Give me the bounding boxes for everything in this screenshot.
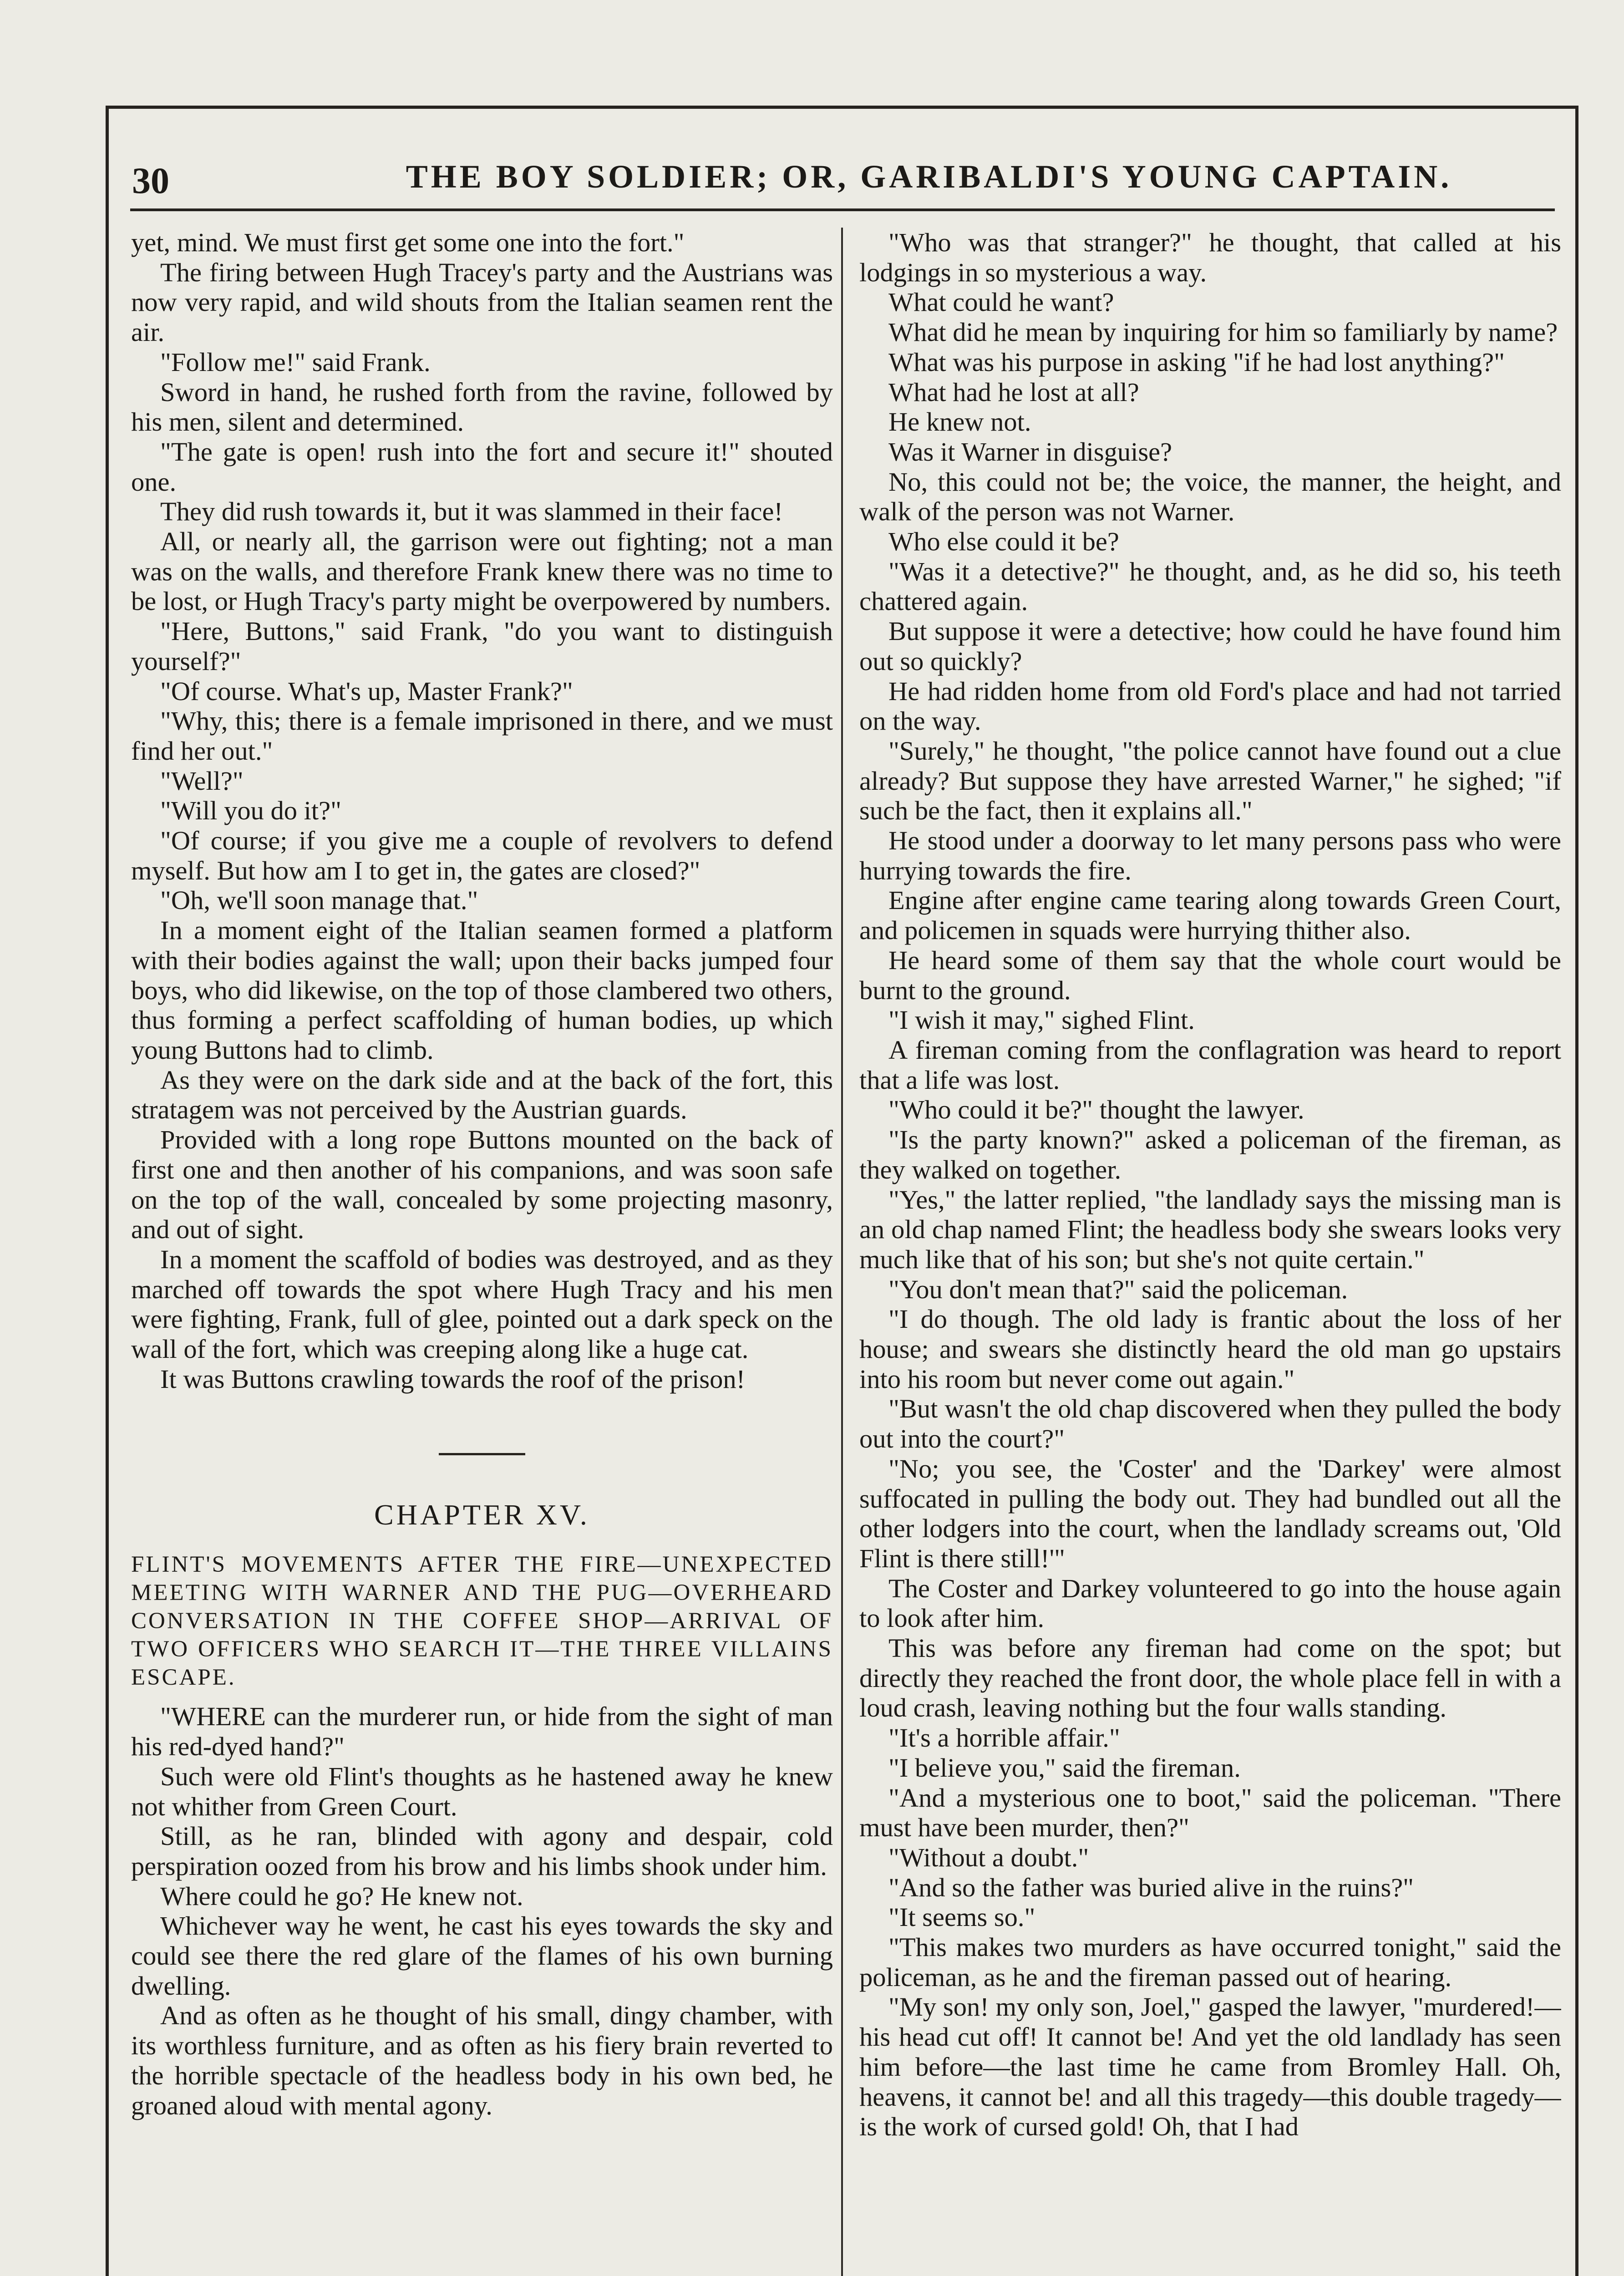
paragraph: A fireman coming from the conflagration was heard to report that a life was lost. xyxy=(859,1035,1561,1095)
paragraph: Still, as he ran, blinded with agony and despair, cold perspiration oozed from his brow and his limbs shook under him. xyxy=(131,1821,833,1881)
paragraph: "Without a doubt." xyxy=(888,1842,1089,1872)
paragraph: "The gate is open! rush into the fort and secure it!" shouted one. xyxy=(131,437,833,497)
paragraph: "Surely," he thought, "the police cannot have found out a clue already? But suppose they have arrested Warner," he sighed; "if such be the fact, then it explains all." xyxy=(859,736,1561,826)
paragraph: Whichever way he went, he cast his eyes towards the sky and could see there the red glare of the flames of his own burning dwelling. xyxy=(131,1911,833,2001)
paragraph: "No; you see, the 'Coster' and the 'Darkey' were almost suffocated in pulling the body out. They had bundled out all the other lodgers into the court, when the landlady screams out, 'Old Flint is there still!'" xyxy=(859,1453,1561,1573)
chapter-title: CHAPTER XV. xyxy=(374,1499,590,1531)
paragraph: "Is the party known?" asked a policeman of the fireman, as they walked on together. xyxy=(859,1125,1561,1184)
paragraph: "Of course. What's up, Master Frank?" xyxy=(160,676,573,706)
paragraph: "But wasn't the old chap discovered when they pulled the body out into the court?" xyxy=(859,1394,1561,1454)
paragraph: Provided with a long rope Buttons mounted on the back of first one and then another of his companions, and was soon safe on the top of the wall, concealed by some projecting masonry, and out of sight. xyxy=(131,1125,833,1245)
paragraph: What was his purpose in asking "if he had lost anything?" xyxy=(888,347,1505,377)
paragraph: "It's a horrible affair." xyxy=(888,1723,1120,1753)
paragraph: "I wish it may," sighed Flint. xyxy=(888,1005,1195,1035)
column-divider xyxy=(841,228,843,2276)
paragraph: "You don't mean that?" said the policeman. xyxy=(888,1274,1348,1304)
paragraph: Was it Warner in disguise? xyxy=(888,437,1172,467)
paragraph: "Follow me!" said Frank. xyxy=(160,347,431,377)
paragraph: Engine after engine came tearing along towards Green Court, and policemen in squads were hurrying thither also. xyxy=(859,885,1561,945)
running-title: THE BOY SOLDIER; OR, GARIBALDI'S YOUNG CAPTAIN. xyxy=(406,158,1452,195)
paragraph: What could he want? xyxy=(888,287,1114,317)
paragraph: "Well?" xyxy=(160,766,244,796)
paragraph: He had ridden home from old Ford's place and had not tarried on the way. xyxy=(859,676,1561,736)
paragraph: All, or nearly all, the garrison were out fighting; not a man was on the walls, and therefore Frank knew there was no time to be lost, or Hugh Tracy's party might be overpowered by numbers. xyxy=(131,527,833,616)
chapter-summary: FLINT'S MOVEMENTS AFTER THE FIRE—UNEXPECTED MEETING WITH WARNER AND THE PUG—OVERHEARD CONVERSATION IN THE COFFEE SHOP—ARRIVAL OF TWO OFFICERS WHO SEARCH IT—THE THREE VILLAINS ESCAPE. xyxy=(131,1552,833,1691)
paragraph: "Who could it be?" thought the lawyer. xyxy=(888,1095,1304,1125)
paragraph: Where could he go? He knew not. xyxy=(160,1881,523,1911)
paragraph: The firing between Hugh Tracey's party and the Austrians was now very rapid, and wild shouts from the Italian seamen rent the air. xyxy=(131,257,833,347)
paragraph: But suppose it were a detective; how could he have found him out so quickly? xyxy=(859,616,1561,676)
paragraph: He stood under a doorway to let many persons pass who were hurrying towards the fire. xyxy=(859,826,1561,885)
paragraph: "And a mysterious one to boot," said the policeman. "There must have been murder, then?" xyxy=(859,1783,1561,1843)
section-divider xyxy=(439,1453,525,1455)
paragraph: "I do though. The old lady is frantic about the loss of her house; and swears she distinctly heard the old man go upstairs into his room but never come out again." xyxy=(859,1304,1561,1394)
paragraph: What did he mean by inquiring for him so familiarly by name? xyxy=(888,317,1558,347)
paragraph: "Yes," the latter replied, "the landlady says the missing man is an old chap named Flint; the headless body she swears looks very much like that of his son; but she's not quite certain." xyxy=(859,1184,1561,1274)
page-number: 30 xyxy=(132,160,169,201)
paragraph: "This makes two murders as have occurred tonight," said the policeman, as he and the fireman passed out of hearing. xyxy=(859,1932,1561,1992)
paragraph: In a moment eight of the Italian seamen formed a platform with their bodies against the wall; upon their backs jumped four boys, who did likewise, on the top of those clambered two others, thus forming a perfect scaffolding of human bodies, up which young Buttons had to climb. xyxy=(131,915,833,1065)
paragraph: "WHERE can the murderer run, or hide from the sight of man his red-dyed hand?" xyxy=(131,1702,833,1762)
paragraph: "Why, this; there is a female imprisoned in there, and we must find her out." xyxy=(131,706,833,766)
paragraph: He heard some of them say that the whole court would be burnt to the ground. xyxy=(859,945,1561,1005)
paragraph: And as often as he thought of his small, dingy chamber, with its worthless furniture, and as often as his fiery brain reverted to the horrible spectacle of the headless body in his own bed, he groaned aloud with mental agony. xyxy=(131,2001,833,2120)
paragraph: What had he lost at all? xyxy=(888,377,1139,407)
paragraph: They did rush towards it, but it was slammed in their face! xyxy=(160,497,783,527)
paragraph: "And so the father was buried alive in the ruins?" xyxy=(888,1872,1414,1902)
paragraph: It was Buttons crawling towards the roof of the prison! xyxy=(160,1364,746,1394)
paragraph: "Oh, we'll soon manage that." xyxy=(160,885,478,915)
paragraph: In a moment the scaffold of bodies was destroyed, and as they marched off towards the spot where Hugh Tracy and his men were fighting, Frank, full of glee, pointed out a dark speck on the wall of the fort, which was creeping along like a huge cat. xyxy=(131,1244,833,1364)
paragraph: Who else could it be? xyxy=(888,527,1119,557)
paragraph: "Was it a detective?" he thought, and, as he did so, his teeth chattered again. xyxy=(859,556,1561,616)
page-header xyxy=(130,145,1555,211)
paragraph: "Who was that stranger?" he thought, that called at his lodgings in so mysterious a way. xyxy=(859,228,1561,287)
paragraph: "Of course; if you give me a couple of revolvers to defend myself. But how am I to get in, the gates are closed?" xyxy=(131,826,833,885)
paragraph: "Will you do it?" xyxy=(160,796,341,826)
paragraph: No, this could not be; the voice, the manner, the height, and walk of the person was not Warner. xyxy=(859,467,1561,527)
paragraph: Sword in hand, he rushed forth from the ravine, followed by his men, silent and determined. xyxy=(131,377,833,437)
paragraph: Such were old Flint's thoughts as he hastened away he knew not whither from Green Court. xyxy=(131,1761,833,1821)
right-column xyxy=(859,228,1561,2276)
paragraph: "I believe you," said the fireman. xyxy=(888,1753,1241,1783)
paragraph: "Here, Buttons," said Frank, "do you want to distinguish yourself?" xyxy=(131,616,833,676)
paragraph: This was before any fireman had come on the spot; but directly they reached the front door, the whole place fell in with a loud crash, leaving nothing but the four walls standing. xyxy=(859,1633,1561,1723)
paragraph: The Coster and Darkey volunteered to go into the house again to look after him. xyxy=(859,1573,1561,1633)
paragraph: As they were on the dark side and at the back of the fort, this stratagem was not perceived by the Austrian guards. xyxy=(131,1065,833,1125)
paragraph: He knew not. xyxy=(888,407,1031,437)
paragraph: "It seems so." xyxy=(888,1902,1035,1932)
paragraph: yet, mind. We must first get some one into the fort." xyxy=(131,228,685,257)
left-column xyxy=(131,228,833,2276)
paragraph: "My son! my only son, Joel," gasped the lawyer, "murdered!—his head cut off! It cannot be! And yet the old landlady has seen him before—the last time he came from Bromley Hall. Oh, heavens, it cannot be! and all this tragedy—this double tragedy—is the work of cursed gold! Oh, that I had xyxy=(859,1992,1561,2142)
